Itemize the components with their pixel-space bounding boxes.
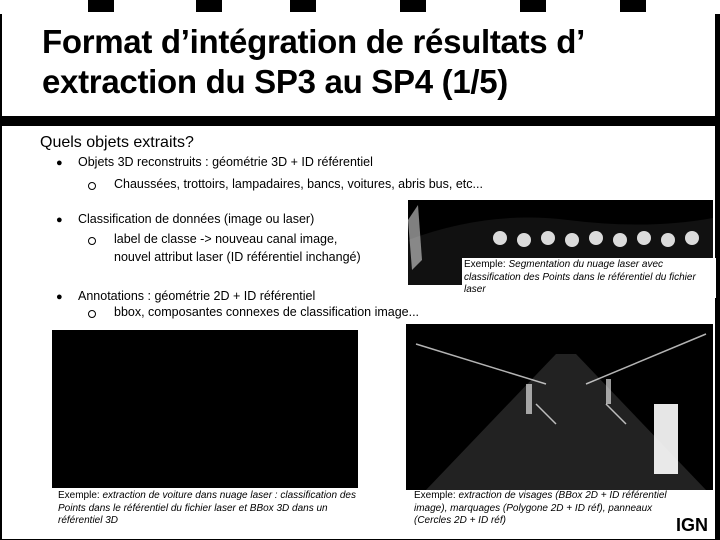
bullet-2-sub-2: nouvel attribut laser (ID référentiel inchangé) — [114, 250, 361, 264]
title-line-1: Format d’intégration de résultats d’ — [42, 23, 585, 60]
title-line-2: extraction du SP3 au SP4 (1/5) — [42, 63, 508, 100]
bullet-2-sub-1: label de classe -> nouveau canal image, — [114, 232, 338, 246]
bullet-dot: ● — [56, 291, 63, 303]
sub-bullet-circle — [88, 182, 96, 190]
caption-laser-text: Segmentation du nuage laser avec classification des Points dans le référentiel du fichier laser — [464, 259, 696, 295]
title-divider — [2, 116, 715, 126]
bullet-3-sub-1: bbox, composantes connexes de classification image... — [114, 305, 420, 319]
bullet-dot: ● — [56, 157, 63, 169]
ign-logo: IGN — [675, 515, 708, 535]
bullet-1-sub-1: Chaussées, trottoirs, lampadaires, bancs, voitures, abris bus, etc... — [114, 177, 483, 191]
caption-faces-text: extraction de visages (BBox 2D + ID référentiel image), marquages (Polygone 2D + ID réf), panneaux (Cercles 2D + ID réf) — [414, 490, 667, 526]
caption-faces — [414, 490, 684, 528]
caption-laser-prefix: Exemple: — [464, 259, 509, 270]
caption-car-prefix: Exemple: — [58, 490, 103, 501]
sub-bullet-circle — [88, 310, 96, 318]
face-extraction-image — [406, 324, 713, 490]
caption-laser — [462, 258, 716, 298]
street-scene-graphic — [406, 324, 713, 490]
bullet-2: Classification de données (image ou laser) — [78, 212, 315, 226]
section-heading: Quels objets extraits? — [40, 134, 194, 151]
bullet-dot: ● — [56, 214, 63, 226]
sub-bullet-circle — [88, 237, 96, 245]
slide-title — [42, 22, 682, 102]
bullet-3: Annotations : géométrie 2D + ID référentiel — [78, 289, 316, 303]
bullet-1: Objets 3D reconstruits : géométrie 3D + ID référentiel — [78, 155, 373, 169]
caption-faces-prefix: Exemple: — [414, 490, 459, 501]
caption-car — [58, 490, 358, 528]
car-extraction-image — [52, 330, 358, 488]
caption-car-text: extraction de voiture dans nuage laser : classification des Points dans le référentiel du fichier laser et BBox 3D dans un référentiel 3D — [58, 490, 356, 526]
